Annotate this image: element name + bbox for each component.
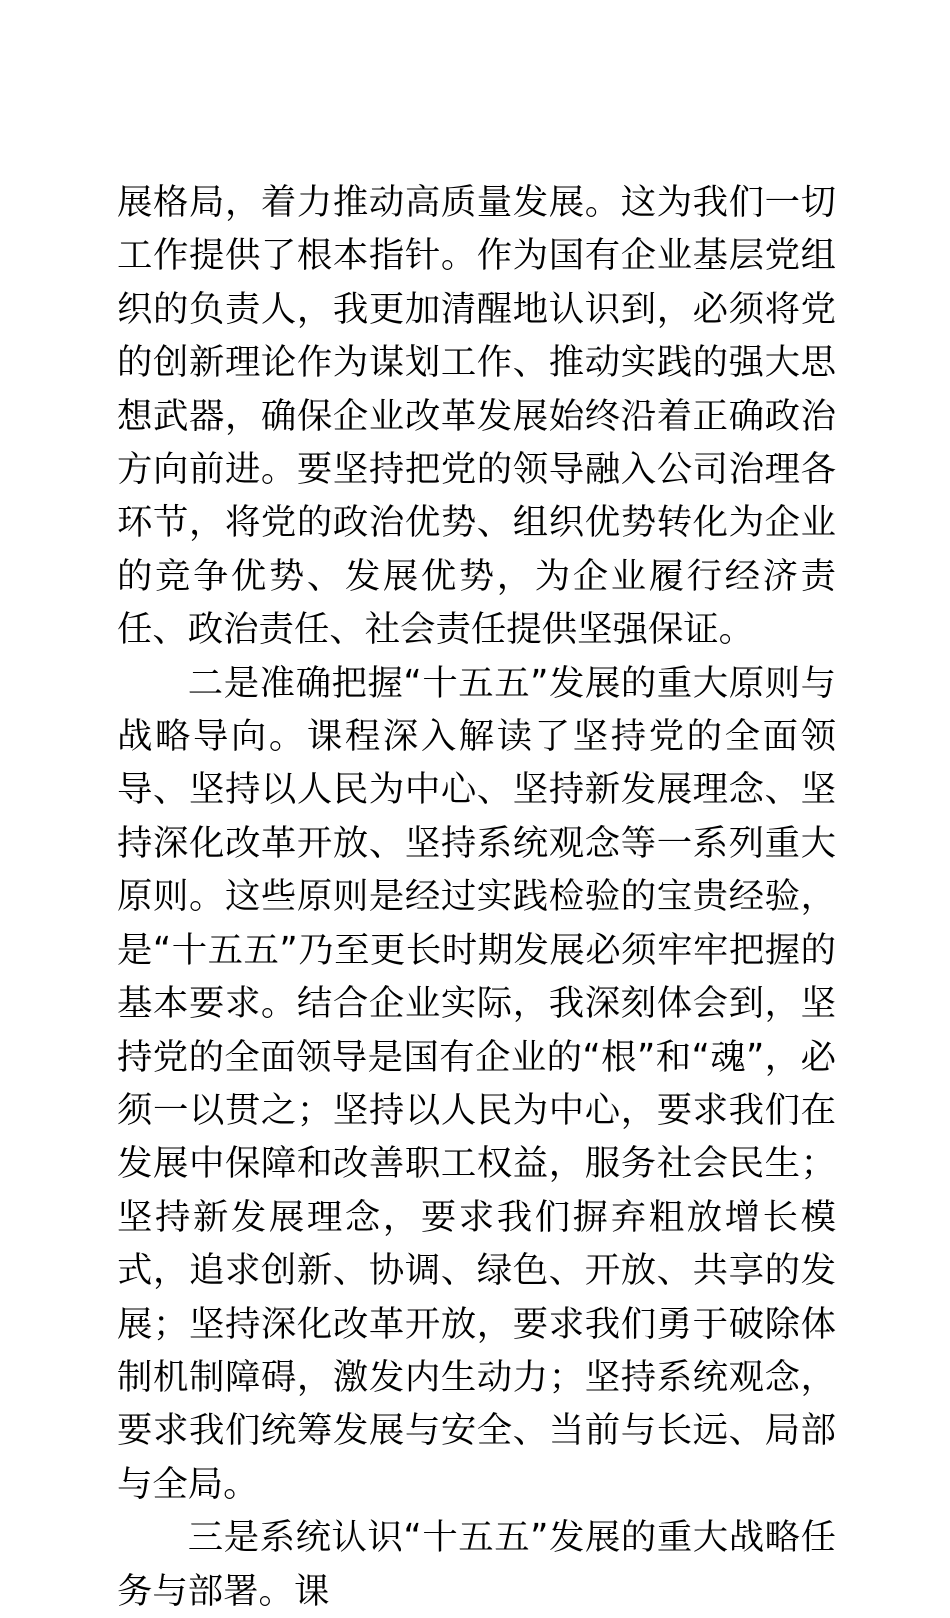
- document-text-body: [117, 176, 836, 1618]
- paragraph-point-two: 二是准确把握“十五五”发展的重大原则与战略导向。课程深入解读了坚持党的全面领导、坚持以人民为中心、坚持新发展理念、坚持深化改革开放、坚持系统观念等一系列重大原则。这些原则是经过实践检验的宝贵经验，是“十五五”乃至更长时期发展必须牢牢把握的基本要求。结合企业实际，我深刻体会到，坚持党的全面领导是国有企业的“根”和“魂”，必须一以贯之；坚持以人民为中心，要求我们在发展中保障和改善职工权益，服务社会民生；坚持新发展理念，要求我们摒弃粗放增长模式，追求创新、协调、绿色、开放、共享的发展；坚持深化改革开放，要求我们勇于破除体制机制障碍，激发内生动力；坚持系统观念，要求我们统筹发展与安全、当前与长远、局部与全局。: [117, 662, 836, 1505]
- paragraph-continuation: 展格局，着力推动高质量发展。这为我们一切工作提供了根本指针。作为国有企业基层党组织的负责人，我更加清醒地认识到，必须将党的创新理论作为谋划工作、推动实践的强大思想武器，确保企业改革发展始终沿着正确政治方向前进。要坚持把党的领导融入公司治理各环节，将党的政治优势、组织优势转化为企业的竞争优势、发展优势，为企业履行经济责任、政治责任、社会责任提供坚强保证。: [117, 182, 836, 651]
- paragraph-point-three: 三是系统认识“十五五”发展的重大战略任务与部署。课: [117, 1517, 836, 1612]
